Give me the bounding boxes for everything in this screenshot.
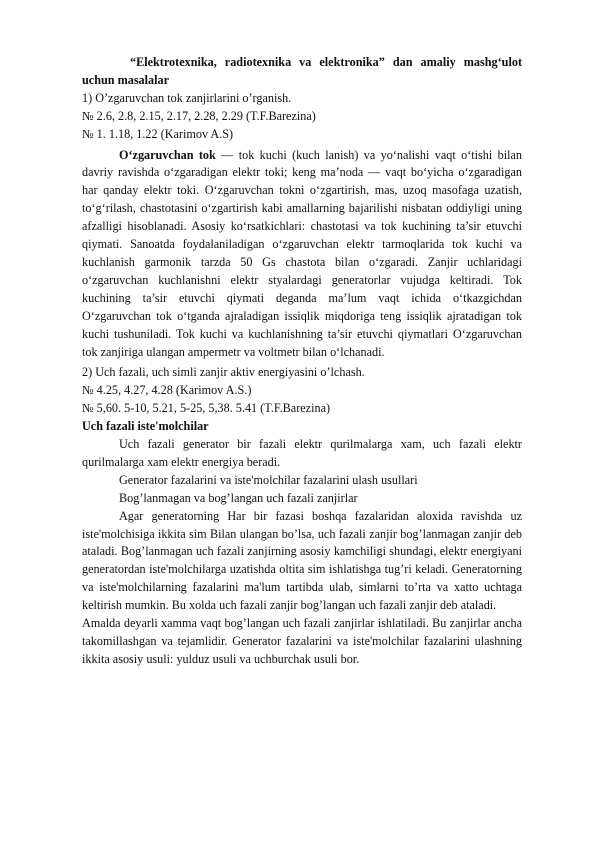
section1-heading: 1) O’zgaruvchan tok zanjirlarini o’rganish. bbox=[82, 90, 292, 105]
alternating-current-paragraph bbox=[82, 147, 522, 362]
connected-unconnected-line: Bog’lanmagan va bog’langan uch fazali zanjirlar bbox=[119, 490, 358, 505]
unconnected-circuit-paragraph: Agar generatorning Har bir fazasi boshqa fazalaridan aloxida ravishda uz iste'molchisiga ikkita sim Bilan ulangan bo’lsa, uch fazali zanjir bog’lanmagan zanjir deb ataladi. Bog’lanmagan uch fazali zanjirning asosiy kamchiligi shundagi, elektr energiyani generatordan iste'molchilarga uzatishda oltita sim ishlatishga tug’ri keladi. Generatorning va iste'molchilarning fazalarini ma'lum tartibda ulab, simlarni to’rta va xatto uchtaga keltirish mumkin. Bu xolda uch fazali zanjir bog’langan uch fazali zanjir deb ataladi. bbox=[82, 508, 522, 613]
section2-heading: 2) Uch fazali, uch simli zanjir aktiv energiyasini o’lchash. bbox=[82, 365, 365, 380]
document-page bbox=[82, 54, 522, 669]
connection-methods-line: Generator fazalarini va iste'molchilar fazalarini ulash usullari bbox=[119, 472, 418, 487]
section2-reference-karimov: № 4.25, 4.27, 4.28 (Karimov A.S.) bbox=[82, 383, 252, 398]
three-phase-intro-paragraph: Uch fazali generator bir fazali elektr qurilmalarga xam, uch fazali elektr qurilmalarga xam elektr energiya beradi. bbox=[82, 437, 522, 469]
document-title: “Elektrotexnika, radiotexnika va elektronika” dan amaliy mashg‘ulot uchun masalalar bbox=[82, 55, 522, 87]
alternating-current-term: O‘zgaruvchan tok bbox=[119, 147, 216, 162]
section2-reference-barezina: № 5,60. 5-10, 5.21, 5-25, 5,38. 5.41 (T.F.Barezina) bbox=[82, 401, 331, 416]
section1-reference-karimov: № 1. 1.18, 1.22 (Karimov A.S) bbox=[82, 126, 234, 141]
three-phase-consumers-heading: Uch fazali iste'molchilar bbox=[82, 419, 209, 434]
connected-circuit-paragraph: Amalda deyarli xamma vaqt bog’langan uch fazali zanjirlar ishlatiladi. Bu zanjirlar ancha takomillashgan va tejamlidir. Generator fazalarini va iste'molchilar fazalarini ulashning ikkita asosiy usuli: yulduz usuli va uchburchak usuli bor. bbox=[82, 616, 522, 666]
alternating-current-definition: — tok kuchi (kuch lanish) va yo‘nalishi vaqt o‘tishi bilan davriy ravishda o‘zgaradigan elektr toki; keng ma’noda — vaqt bo‘yicha o‘zgaradigan har qanday elektr toki. O‘zgaruvchan tokni o‘zgartirish, mas, uzoq masofaga uzatish, to‘g‘rilash, chastotasini o‘zgartirish kabi amallarning bajarilishi nisbatan oddiyligi uning afzalligi hisoblanadi. Asosiy ko‘rsatkichlari: chastotasi va tok kuchining ta’sir etuvchi qiymati. Sanoatda foydalaniladigan o‘zgaruvchan elektr tarmoqlarida tok kuchi va kuchlanish garmonik tarzda 50 Gs chastota bilan o‘zgaradi. Zanjir uchlaridagi o‘zgaruvchan kuchlanishni elektr styalardagi generatorlar vujudga keltiradi. Tok kuchining ta’sir etuvchi qiymati deganda ma’lum vaqt ichida o‘tkazgichdan O‘zgaruvchan tok o‘tganda ajraladigan issiqlik miqdoriga teng issiqlik ajratadigan tok kuchi tushuniladi. Tok kuchi va kuchlanishning ta’sir etuvchi qiymatlari O‘zgaruvchan tok zanjiriga ulangan ampermetr va voltmetr bilan o‘lchanadi. bbox=[82, 147, 522, 359]
section1-reference-barezina: № 2.6, 2.8, 2.15, 2.17, 2.28, 2.29 (T.F.Barezina) bbox=[82, 108, 316, 123]
